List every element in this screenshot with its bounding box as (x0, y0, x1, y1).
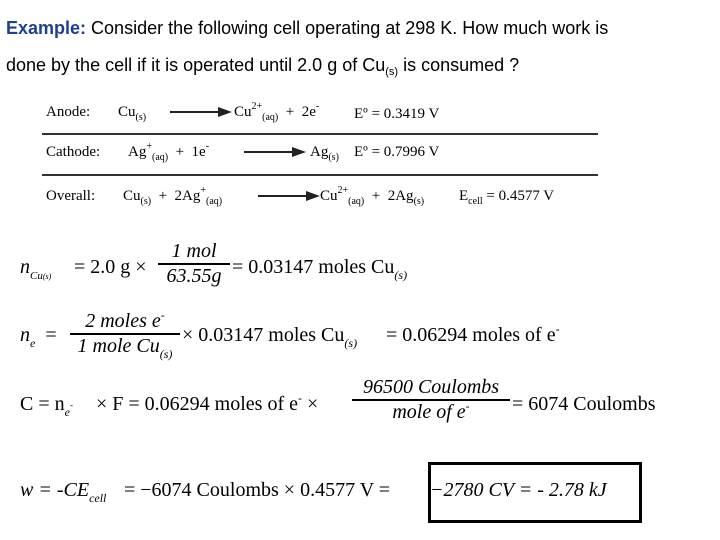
problem-text-1: Consider the following cell operating at 298 K. How much work is (86, 18, 609, 38)
eq1-result-text: = 0.03147 moles Cu (232, 256, 395, 278)
eq1-numerator: 1 mol (171, 240, 217, 262)
overall-reactants: $Cu_{(s)} + 2Ag^+_{(aq)}$ (123, 185, 223, 207)
eq3-lhs: $C = n_{e^-}$ (20, 393, 73, 419)
eq4-rhs: = −6074 Coulombs × 0.4577 V = (124, 479, 391, 501)
overall-potential: $E_{cell} = 0.4577$ V (459, 188, 555, 207)
eq1-rhs: = 2.0 g × (74, 256, 147, 278)
eq1-fraction (158, 240, 230, 288)
eq3-denominator-text: mole of e (392, 400, 466, 423)
problem-line-2 (6, 55, 519, 79)
eq3-fraction (352, 376, 510, 424)
overall-arrow-icon (258, 190, 320, 202)
example-label: Example: (6, 18, 87, 38)
eq2-result-text: = 0.06294 moles of e (386, 324, 556, 346)
cathode-product: $Ag_{(s)}$ (310, 144, 339, 163)
overall-potential-value: = 0.4577 V (486, 188, 555, 204)
anode-reactant: $Cu_{(s)}$ (118, 104, 147, 123)
eq2-denominator: 1 mole $Cu_{(s)}$ (77, 334, 173, 361)
cathode-reactants: $Ag^+_{(aq)} + 1e^-$ (128, 141, 210, 163)
cathode-arrow-icon (244, 146, 306, 158)
overall-label: Overall: (46, 188, 96, 204)
eq2-fraction (70, 308, 180, 361)
anode-products: $Cu^{2+}_{(aq)} + 2e^-$ (234, 101, 320, 123)
eq4-lhs: $w = -CE_{cell}$ (20, 479, 107, 505)
eq2-mid: × 0.03147 moles $Cu_{(s)}$ (182, 324, 358, 350)
cathode-potential: Eº = 0.7996 V (354, 144, 440, 160)
eq3-denominator: mole of e- (392, 398, 470, 423)
eq1-result: = 0.03147 moles $Cu_{(s)}$ (232, 256, 408, 282)
eq3-lhs-text: C = n (20, 393, 65, 415)
cathode-label: Cathode: (46, 144, 101, 160)
problem-text-2b: is consumed ? (398, 55, 520, 75)
anode-potential: Eº = 0.3419 V (354, 106, 440, 122)
overall-products: $Cu^{2+}_{(aq)} + 2Ag_{(s)}$ (320, 185, 425, 207)
eq3-mid: × F = 0.06294 moles of e- × (96, 391, 319, 415)
eq1-lhs: $n_{Cu(s)}$ (20, 256, 52, 282)
eq2-lhs: $n_e$ = (20, 324, 57, 350)
eq2-numerator: 2 moles e- (85, 308, 165, 332)
eq3-numerator: 96500 Coulombs (362, 376, 500, 398)
anode-arrow-icon (170, 106, 232, 118)
eq4-lhs-text: w = -CE (20, 479, 90, 501)
eq3-mid-text: × F = 0.06294 moles of e (96, 393, 298, 415)
anode-label: Anode: (46, 104, 91, 120)
reaction-divider-2 (42, 174, 598, 176)
eq1-denominator: 63.55g (166, 264, 222, 287)
eq2-result: = 0.06294 moles of e- (386, 322, 560, 346)
reaction-divider-1 (42, 133, 598, 135)
eq2-mid-text: × 0.03147 moles Cu (182, 324, 345, 346)
problem-line-1 (6, 18, 608, 40)
problem-text-2a: done by the cell if it is operated until 2.0 g of Cu (6, 55, 386, 75)
eq2-denominator-text: 1 mole Cu (77, 334, 160, 357)
eq2-numerator-text: 2 moles e (85, 310, 161, 332)
problem-text-2-sub: (s) (385, 66, 399, 78)
eq3-result: = 6074 Coulombs (512, 393, 656, 415)
eq4-answer: −2780 CV = - 2.78 kJ (430, 479, 607, 501)
